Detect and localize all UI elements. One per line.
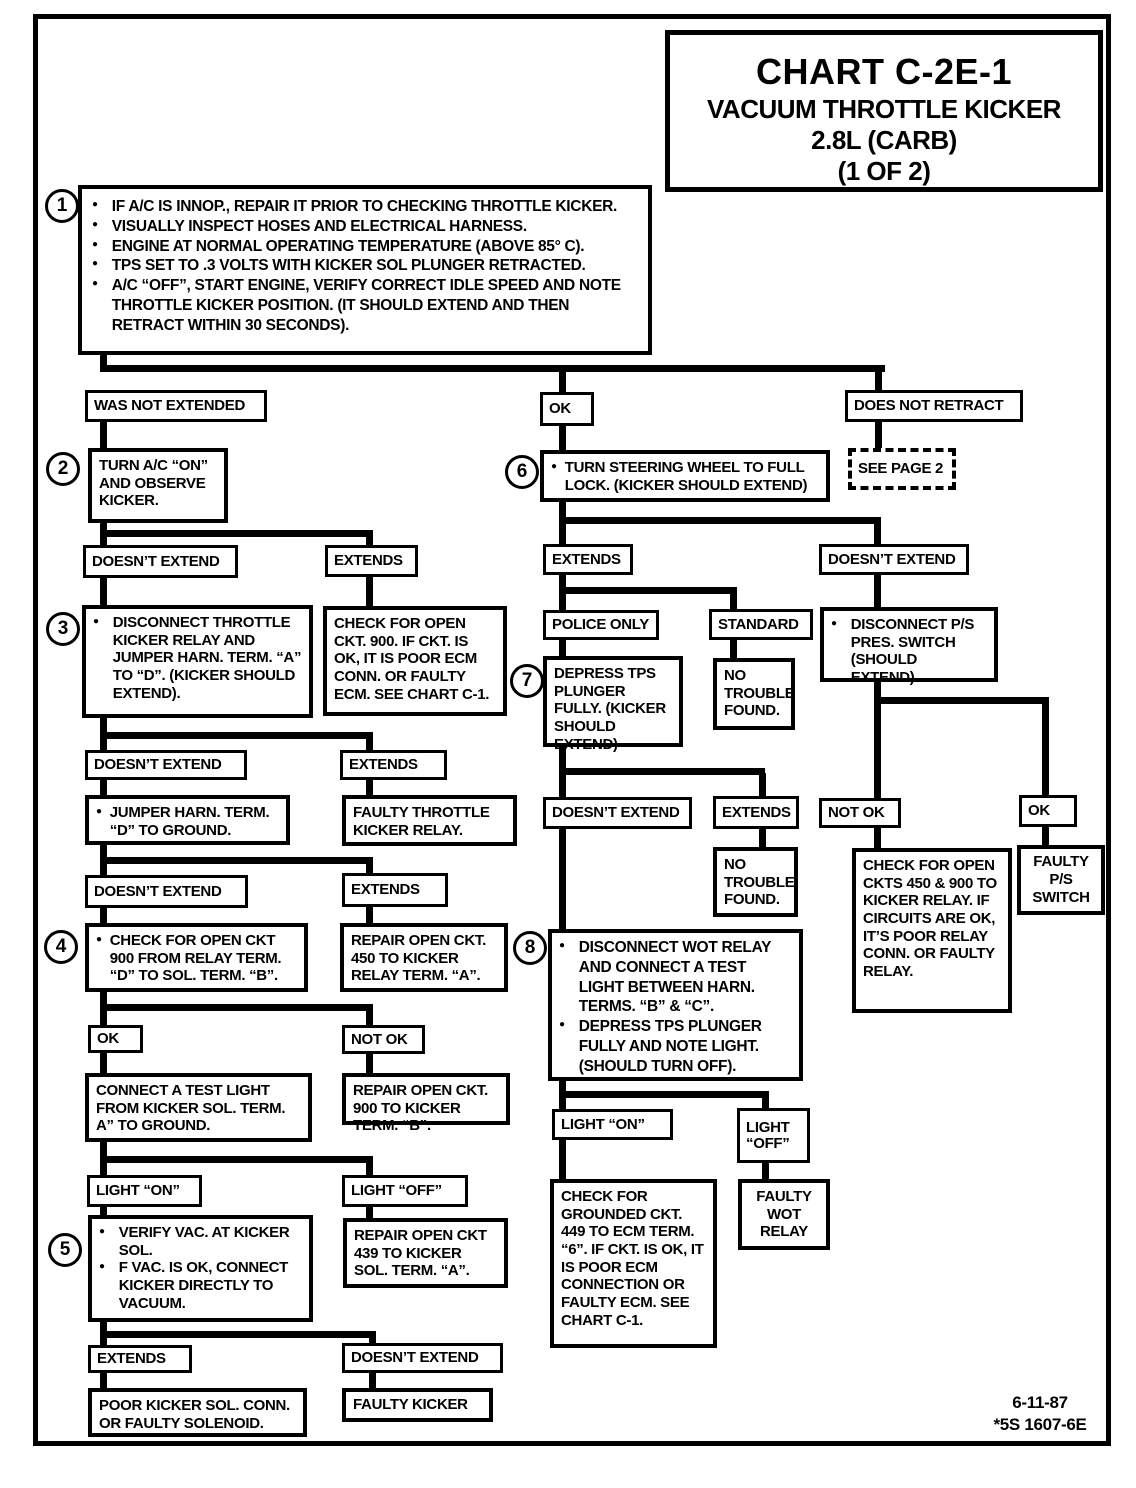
- connector-line: [100, 1161, 107, 1176]
- connector-line: [100, 1009, 107, 1026]
- connector-line: [1042, 702, 1049, 796]
- node-disconnect-kicker-relay: [82, 605, 313, 718]
- bullet-text: VISUALLY INSPECT HOSES AND ELECTRICAL HARNESS.: [111, 217, 527, 235]
- bullet-icon: ●: [92, 278, 98, 290]
- connector-line: [366, 1161, 373, 1176]
- label-doesnt-extend: DOESN’T EXTEND: [342, 1343, 503, 1373]
- connector-line: [730, 592, 737, 610]
- bullet-icon: ●: [559, 940, 565, 951]
- connector-line: [759, 773, 766, 797]
- chart-title: CHART C-2E-1: [755, 51, 1012, 92]
- node-faulty-ps-switch: FAULTY P/S SWITCH: [1017, 845, 1105, 915]
- label-doesnt-extend: DOESN’T EXTEND: [819, 544, 969, 575]
- label-light-off: LIGHT “OFF”: [342, 1175, 468, 1207]
- node-poor-kicker-sol-conn: POOR KICKER SOL. CONN. OR FAULTY SOLENOID.: [88, 1388, 307, 1437]
- bullet-icon: ●: [99, 1261, 105, 1273]
- bullet-icon: ●: [559, 1019, 565, 1031]
- label-light-off: LIGHT “OFF”: [737, 1108, 810, 1163]
- label-does-not-retract: DOES NOT RETRACT: [845, 390, 1023, 422]
- label-extends: EXTENDS: [543, 544, 633, 575]
- connector-line: [559, 517, 881, 524]
- connector-line: [100, 420, 107, 450]
- label-extends: EXTENDS: [88, 1345, 192, 1373]
- node-repair-ckt-439: REPAIR OPEN CKT 439 TO KICKER SOL. TERM. “A”.: [343, 1218, 508, 1288]
- node-check-grounded-ckt-449: CHECK FOR GROUNDED CKT. 449 TO ECM TERM. “6”. IF CKT. IS OK, IT IS POOR ECM CONNECTION OR FAULTY ECM. SEE CHART C-1.: [550, 1179, 717, 1348]
- node-turn-steering-wheel: [540, 450, 830, 502]
- label-doesnt-extend: DOESN’T EXTEND: [83, 545, 238, 578]
- label-light-on: LIGHT “ON”: [87, 1175, 202, 1207]
- connector-line: [100, 576, 107, 607]
- label-doesnt-extend: DOESN’T EXTEND: [85, 750, 247, 780]
- bullet-icon: ●: [551, 461, 557, 472]
- connector-line: [100, 1156, 373, 1163]
- bullet-text: TPS SET TO .3 VOLTS WITH KICKER SOL PLUNGER RETRACTED.: [111, 257, 586, 275]
- node-no-trouble-found: NO TROUBLE FOUND.: [713, 658, 795, 730]
- bullet-text: IF A/C IS INNOP., REPAIR IT PRIOR TO CHECKING THROTTLE KICKER.: [111, 198, 618, 215]
- step-circle-8: 8: [513, 931, 547, 965]
- connector-line: [874, 702, 881, 799]
- connector-line: [874, 826, 881, 849]
- connector-line: [366, 1009, 373, 1026]
- label-not-ok: NOT OK: [819, 798, 901, 828]
- bullet-icon: ●: [92, 238, 98, 250]
- chart-page-count: (1 OF 2): [837, 156, 931, 187]
- connector-line: [369, 1371, 376, 1389]
- bullet-icon: ●: [92, 199, 98, 210]
- label-standard: STANDARD: [709, 609, 813, 640]
- connector-line: [559, 828, 566, 930]
- label-extends: EXTENDS: [342, 873, 448, 907]
- node-faulty-throttle-kicker-relay: FAULTY THROTTLE KICKER RELAY.: [342, 795, 517, 846]
- connector-line: [559, 773, 566, 798]
- node-faulty-wot-relay: FAULTY WOT RELAY: [738, 1179, 830, 1250]
- node-no-trouble-found: NO TROUBLE FOUND.: [713, 847, 798, 917]
- label-doesnt-extend: DOESN’T EXTEND: [543, 797, 692, 829]
- connector-line: [874, 697, 1049, 704]
- connector-line: [1042, 825, 1049, 846]
- label-not-ok: NOT OK: [342, 1025, 425, 1054]
- connector-line: [559, 638, 566, 656]
- bullet-text: VERIFY VAC. AT KICKER SOL.: [118, 1224, 290, 1259]
- label-doesnt-extend: DOESN’T EXTEND: [85, 875, 248, 908]
- label-ok: OK: [540, 392, 594, 426]
- connector-line: [559, 592, 566, 610]
- label-extends: EXTENDS: [340, 750, 447, 780]
- label-extends: EXTENDS: [713, 796, 799, 829]
- node-check-open-ckt-900: CHECK FOR OPEN CKT. 900. IF CKT. IS OK, IT IS POOR ECM CONN. OR FAULTY ECM. SEE CHART C-1.: [323, 606, 507, 716]
- chart-title-box: [665, 30, 1103, 192]
- bullet-text: A/C “OFF”, START ENGINE, VERIFY CORRECT IDLE SPEED AND NOTE THROTTLE KICKER POSITION. (IT SHOULD EXTEND AND THEN RETRACT WITHIN 30 SECONDS).: [111, 277, 621, 334]
- connector-line: [559, 1139, 566, 1180]
- label-extends: EXTENDS: [325, 545, 418, 577]
- step-circle-7: 7: [510, 664, 544, 698]
- connector-line: [559, 370, 566, 394]
- connector-line: [874, 522, 881, 544]
- connector-line: [100, 1004, 373, 1011]
- bullet-text: DEPRESS TPS PLUNGER FULLY AND NOTE LIGHT. (SHOULD TURN OFF).: [578, 1018, 762, 1075]
- node-repair-ckt-450: REPAIR OPEN CKT. 450 TO KICKER RELAY TERM. “A”.: [340, 923, 508, 992]
- node-faulty-kicker: FAULTY KICKER: [342, 1388, 493, 1422]
- node-verify-vacuum: [88, 1215, 313, 1322]
- connector-line: [875, 420, 882, 449]
- connector-line: [559, 1091, 769, 1098]
- bullet-text: JUMPER HARN. TERM. “D” TO GROUND.: [109, 804, 270, 839]
- bullet-text: ENGINE AT NORMAL OPERATING TEMPERATURE (ABOVE 85° C).: [111, 237, 585, 255]
- connector-line: [366, 777, 373, 797]
- node-disconnect-ps-switch: [820, 607, 998, 687]
- bullet-text: DISCONNECT WOT RELAY AND CONNECT A TEST LIGHT BETWEEN HARN. TERMS. “B” & “C”.: [578, 939, 771, 1016]
- connector-line: [100, 1331, 376, 1338]
- bullet-text: F VAC. IS OK, CONNECT KICKER DIRECTLY TO VACUUM.: [118, 1259, 289, 1312]
- connector-line: [874, 573, 881, 608]
- chart-engine: 2.8L (CARB): [811, 125, 957, 156]
- node-turn-ac-on: TURN A/C “ON” AND OBSERVE KICKER.: [88, 448, 228, 523]
- connector-line: [762, 1162, 769, 1180]
- bullet-icon: ●: [831, 618, 837, 629]
- bullet-icon: ●: [92, 258, 98, 270]
- step-circle-2: 2: [46, 452, 80, 486]
- step-circle-4: 4: [44, 930, 78, 964]
- bullet-icon: ●: [93, 616, 99, 627]
- footer: [975, 1392, 1105, 1436]
- connector-line: [100, 857, 373, 864]
- connector-line: [100, 862, 107, 876]
- connector-line: [100, 365, 885, 372]
- label-police-only: POLICE ONLY: [543, 610, 659, 640]
- node-depress-tps-plunger: DEPRESS TPS PLUNGER FULLY. (KICKER SHOULD EXTEND): [543, 656, 683, 747]
- bullet-text: DISCONNECT P/S PRES. SWITCH (SHOULD EXTEND).: [850, 616, 975, 687]
- connector-line: [100, 530, 373, 537]
- connector-line: [559, 522, 566, 544]
- bullet-text: CHECK FOR OPEN CKT 900 FROM RELAY TERM. “D” TO SOL. TERM. “B”.: [109, 932, 282, 985]
- node-disconnect-wot-relay: [548, 929, 803, 1081]
- node-check-ckt-900-relay-to-sol: [85, 923, 308, 992]
- connector-line: [100, 1371, 107, 1389]
- bullet-text: DISCONNECT THROTTLE KICKER RELAY AND JUMPER HARN. TERM. “A” TO “D”. (KICKER SHOULD EXTEND).: [112, 614, 302, 702]
- node-repair-ckt-900-term-b: REPAIR OPEN CKT. 900 TO KICKER TERM. “B”.: [342, 1073, 510, 1125]
- node-see-page-2: SEE PAGE 2: [848, 448, 956, 490]
- step-circle-6: 6: [505, 455, 539, 489]
- bullet-icon: ●: [92, 218, 98, 230]
- connector-line: [100, 1051, 107, 1075]
- bullet-text: TURN STEERING WHEEL TO FULL LOCK. (KICKER SHOULD EXTEND): [564, 459, 808, 494]
- connector-line: [559, 424, 566, 451]
- node-check-ckts-450-900: CHECK FOR OPEN CKTS 450 & 900 TO KICKER RELAY. IF CIRCUITS ARE OK, IT’S POOR RELAY CONN. OR FAULTY RELAY.: [852, 848, 1012, 1013]
- bullet-icon: ●: [96, 806, 102, 817]
- connector-line: [875, 370, 882, 392]
- footer-code: *5S 1607-6E: [993, 1415, 1087, 1435]
- step-circle-1: 1: [45, 189, 79, 223]
- connector-line: [366, 576, 373, 608]
- bullet-icon: ●: [99, 1226, 105, 1237]
- label-ok: OK: [1019, 795, 1077, 827]
- step-circle-5: 5: [48, 1233, 82, 1267]
- step-circle-3: 3: [46, 612, 80, 646]
- connector-line: [100, 732, 373, 739]
- connector-line: [366, 1052, 373, 1075]
- connector-line: [559, 1096, 566, 1110]
- connector-line: [730, 638, 737, 659]
- node-jumper-d-to-ground: [85, 795, 290, 845]
- connector-line: [559, 587, 737, 594]
- node-step1-prechecks: [78, 185, 652, 355]
- connector-line: [759, 827, 766, 848]
- label-ok: OK: [88, 1025, 143, 1053]
- node-connect-test-light: CONNECT A TEST LIGHT FROM KICKER SOL. TERM. A” TO GROUND.: [85, 1073, 312, 1142]
- label-light-on: LIGHT “ON”: [552, 1109, 673, 1140]
- label-was-not-extended: WAS NOT EXTENDED: [85, 390, 267, 422]
- bullet-icon: ●: [96, 934, 102, 945]
- footer-date: 6-11-87: [1012, 1393, 1068, 1412]
- connector-line: [559, 768, 765, 775]
- chart-subtitle: VACUUM THROTTLE KICKER: [707, 94, 1061, 124]
